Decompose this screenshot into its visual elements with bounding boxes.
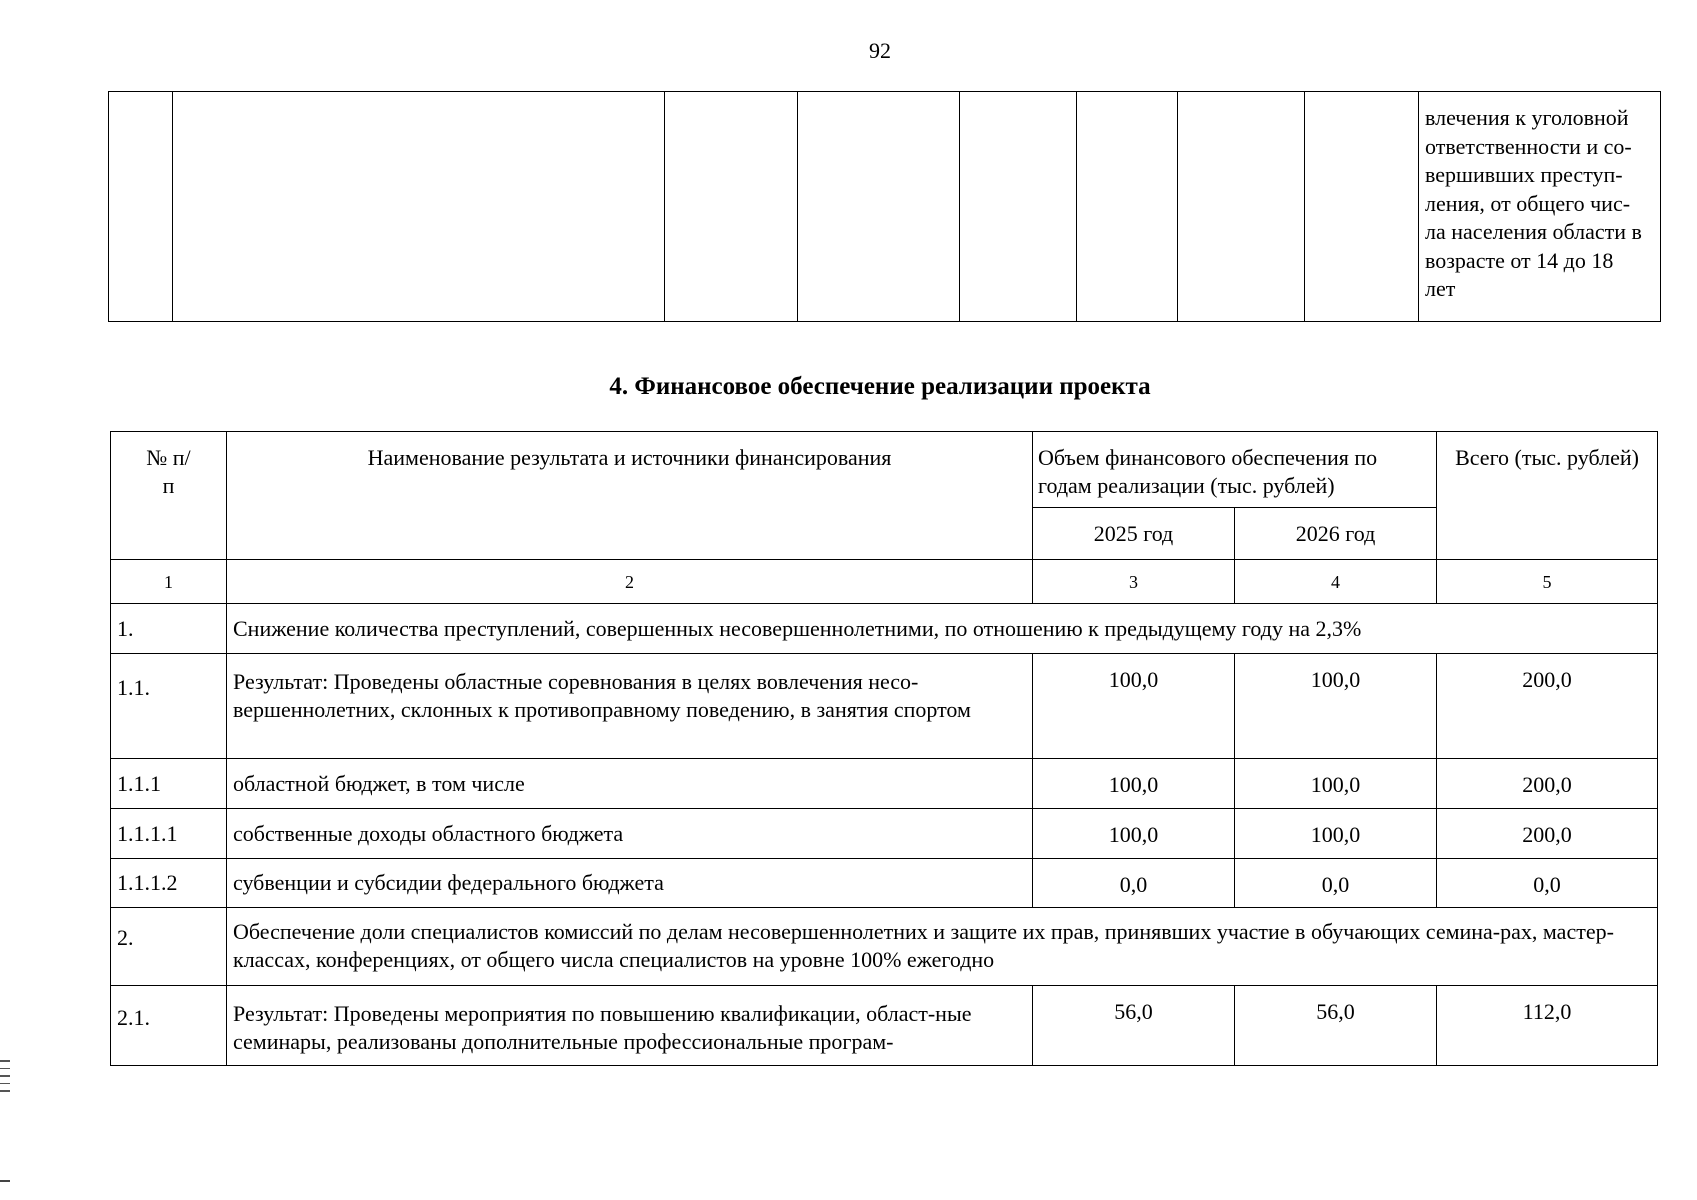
- row-number: 1.: [111, 604, 227, 654]
- value-total: 112,0: [1437, 986, 1658, 1066]
- column-index: 5: [1437, 560, 1658, 604]
- row-number: 1.1.1: [111, 759, 227, 809]
- continuation-text-cell: [1419, 92, 1661, 322]
- continuation-cell: [109, 92, 173, 322]
- continuation-cell: [665, 92, 798, 322]
- table-row: [111, 759, 1658, 809]
- value-2025: 56,0: [1033, 986, 1235, 1066]
- header-total: Всего (тыс. рублей): [1437, 432, 1658, 560]
- row-text: собственные доходы областного бюджета: [227, 809, 1033, 859]
- value-2026: 0,0: [1235, 859, 1437, 908]
- margin-dash: [0, 1180, 10, 1182]
- value-2026: 100,0: [1235, 809, 1437, 859]
- value-2025: 0,0: [1033, 859, 1235, 908]
- continuation-text-line: лет: [1425, 276, 1456, 301]
- table-row: [111, 986, 1658, 1066]
- header-volume: Объем финансового обеспечения по годам реализации (тыс. рублей): [1033, 432, 1437, 508]
- continuation-cell: [960, 92, 1077, 322]
- binding-marks: [0, 1060, 10, 1098]
- column-index: 2: [227, 560, 1033, 604]
- continuation-text-line: ла населения области в: [1425, 219, 1642, 244]
- row-number: 1.1.1.2: [111, 859, 227, 908]
- column-index: 4: [1235, 560, 1437, 604]
- header-year-2025: 2025 год: [1033, 508, 1235, 560]
- goal-text: Обеспечение доли специалистов комиссий по делам несовершеннолетних и защите их прав, принявших участие в обучающих семина-рах, мастер-классах, конференциях, от общего числа специалистов на уровне 100% ежегодно: [227, 908, 1658, 986]
- value-2025: 100,0: [1033, 654, 1235, 759]
- header-name: Наименование результата и источники финансирования: [227, 432, 1033, 560]
- value-2025: 100,0: [1033, 759, 1235, 809]
- table-row: [111, 654, 1658, 759]
- continuation-text-line: влечения к уголовной: [1425, 105, 1629, 130]
- value-total: 0,0: [1437, 859, 1658, 908]
- goal-text: Снижение количества преступлений, совершенных несовершеннолетними, по отношению к предыдущему году на 2,3%: [227, 604, 1658, 654]
- value-2025: 100,0: [1033, 809, 1235, 859]
- header-year-2026: 2026 год: [1235, 508, 1437, 560]
- row-text: областной бюджет, в том числе: [227, 759, 1033, 809]
- continuation-cell: [1077, 92, 1178, 322]
- value-total: 200,0: [1437, 759, 1658, 809]
- table-row: [111, 604, 1658, 654]
- continuation-text-line: ления, от общего чис-: [1425, 190, 1631, 216]
- row-text: субвенции и субсидии федерального бюджета: [227, 859, 1033, 908]
- value-total: 200,0: [1437, 809, 1658, 859]
- continuation-text-line: возрасте от 14 до 18: [1425, 247, 1614, 273]
- row-number: 1.1.1.1: [111, 809, 227, 859]
- value-total: 200,0: [1437, 654, 1658, 759]
- row-text: Результат: Проведены областные соревнования в целях вовлечения несо-вершеннолетних, склонных к противоправному поведению, в занятия спортом: [227, 654, 1033, 759]
- continuation-cell: [173, 92, 665, 322]
- continuation-cell: [798, 92, 960, 322]
- continuation-text-line: вершивших преступ-: [1425, 162, 1623, 187]
- continuation-text-line: ответственности и со-: [1425, 133, 1632, 159]
- value-2026: 100,0: [1235, 759, 1437, 809]
- column-index: 1: [111, 560, 227, 604]
- row-number: 1.1.: [111, 654, 227, 759]
- finance-table: [110, 431, 1658, 1066]
- page-number: 92: [869, 38, 891, 63]
- row-number: 2.1.: [111, 986, 227, 1066]
- table-row: [111, 809, 1658, 859]
- table-row: [111, 859, 1658, 908]
- section-title: 4. Финансовое обеспечение реализации проекта: [609, 373, 1151, 400]
- header-number: № п/п: [111, 432, 227, 560]
- row-text: Результат: Проведены мероприятия по повышению квалификации, област-ные семинары, реализованы дополнительные профессиональные програм-: [227, 986, 1033, 1066]
- continuation-cell: [1178, 92, 1305, 322]
- continuation-cell: [1305, 92, 1419, 322]
- continuation-table: [108, 91, 1661, 322]
- value-2026: 100,0: [1235, 654, 1437, 759]
- row-number: 2.: [111, 908, 227, 986]
- value-2026: 56,0: [1235, 986, 1437, 1066]
- table-row: [111, 908, 1658, 986]
- column-index: 3: [1033, 560, 1235, 604]
